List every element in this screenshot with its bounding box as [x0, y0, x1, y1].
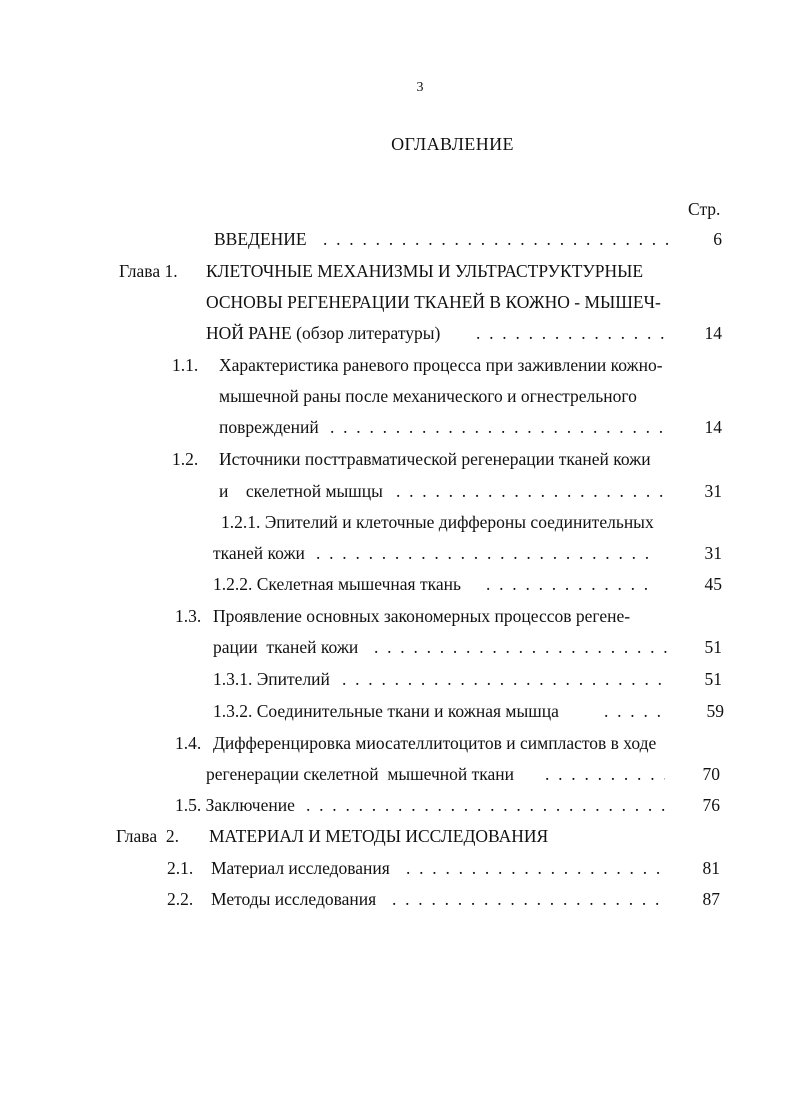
toc-page-number: 76 — [702, 795, 720, 815]
leader-dots — [306, 795, 670, 815]
page-number: 3 — [416, 80, 424, 95]
leader-dots — [486, 574, 658, 594]
leader-dots — [392, 889, 666, 909]
toc-entry-text: повреждений — [219, 417, 319, 437]
toc-entry-text: Методы исследования — [211, 889, 377, 909]
toc-entry-text: и скелетной мышцы — [219, 481, 383, 501]
leader-dots — [406, 858, 662, 878]
toc-entry-text: Материал исследования — [211, 858, 390, 878]
page-title: ОГЛАВЛЕНИЕ — [391, 134, 514, 154]
toc-page-number: 14 — [704, 323, 722, 343]
toc-entry-text: мышечной раны после механического и огнестрельного — [219, 386, 637, 406]
toc-entry-text: 1.5. Заключение — [175, 795, 295, 815]
toc-page-number: 59 — [706, 701, 724, 721]
toc-entry-text: НОЙ РАНЕ (обзор литературы) — [206, 323, 441, 343]
toc-section-label: 2.2. — [167, 889, 194, 909]
leader-dots — [323, 229, 673, 249]
toc-section-label: 1.2. — [172, 449, 199, 469]
leader-dots — [396, 481, 670, 501]
toc-page-number: 87 — [702, 889, 720, 909]
toc-entry-text: 1.2.1. Эпителий и клеточные диффероны соединительных — [221, 512, 654, 532]
toc-section-label: 1.3. — [175, 606, 202, 626]
toc-page-number: 81 — [702, 858, 720, 878]
toc-page-number: 31 — [704, 543, 722, 563]
toc-entry-text: 1.3.1. Эпителий — [213, 669, 330, 689]
toc-entry-text: тканей кожи — [213, 543, 305, 563]
toc-entry-text: Проявление основных закономерных процессов регене- — [213, 606, 631, 626]
toc-entry-text: регенерации скелетной мышечной ткани — [206, 764, 515, 784]
toc-entry-text: Источники посттравматической регенерации тканей кожи — [219, 449, 651, 469]
toc-entry-text: ВВЕДЕНИЕ — [214, 229, 307, 249]
toc-entry-text: Дифференцировка миосателлитоцитов и симпластов в ходе — [213, 733, 657, 753]
toc-page-number: 31 — [704, 481, 722, 501]
toc-section-label: 2.1. — [167, 858, 194, 878]
leader-dots — [374, 637, 670, 657]
toc-chapter-label: Глава 1. — [119, 261, 178, 281]
toc-page-number: 51 — [704, 637, 722, 657]
leader-dots — [316, 543, 658, 563]
leader-dots — [330, 417, 670, 437]
leader-dots — [604, 701, 670, 721]
toc-entry-text: ОСНОВЫ РЕГЕНЕРАЦИИ ТКАНЕЙ В КОЖНО - МЫШЕЧ- — [206, 292, 661, 312]
toc-page-number: 14 — [704, 417, 722, 437]
toc-chapter-label: Глава 2. — [116, 826, 179, 846]
leader-dots — [476, 323, 674, 343]
page-column-header: Стр. — [688, 199, 721, 219]
toc-entry-text: МАТЕРИАЛ И МЕТОДЫ ИССЛЕДОВАНИЯ — [209, 826, 549, 846]
toc-page-number: 45 — [704, 574, 722, 594]
leader-dots — [545, 764, 665, 784]
leader-dots — [342, 669, 664, 689]
toc-page-number: 6 — [713, 229, 722, 249]
toc-entry-text: 1.3.2. Соединительные ткани и кожная мышца — [213, 701, 559, 721]
toc-section-label: 1.1. — [172, 355, 199, 375]
toc-entry-text: КЛЕТОЧНЫЕ МЕХАНИЗМЫ И УЛЬТРАСТРУКТУРНЫЕ — [206, 261, 644, 281]
toc-entry-text: рации тканей кожи — [213, 637, 359, 657]
toc-entry-text: Характеристика раневого процесса при заживлении кожно- — [219, 355, 663, 375]
toc-page-number: 70 — [702, 764, 720, 784]
toc-entry-text: 1.2.2. Скелетная мышечная ткань — [213, 574, 461, 594]
toc-page-number: 51 — [704, 669, 722, 689]
toc-section-label: 1.4. — [175, 733, 202, 753]
